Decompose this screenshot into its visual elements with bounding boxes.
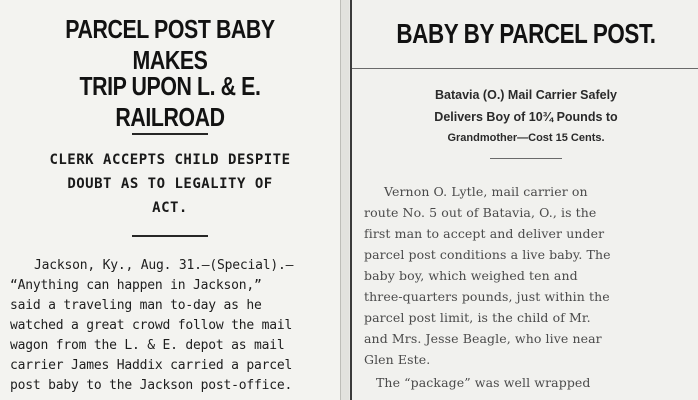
left-body-line: wagon from the L. & E. depot as mail	[10, 338, 285, 353]
left-deck-line3: ACT.	[152, 200, 188, 216]
left-divider-rule	[132, 133, 208, 135]
left-body-line: watched a great crowd follow the mail	[10, 318, 293, 333]
right-deck-line2: Delivers Boy of 10¾ Pounds to	[434, 110, 618, 124]
right-article	[350, 0, 698, 400]
left-divider-rule	[132, 235, 208, 237]
column-gutter	[341, 0, 349, 400]
right-body-line: The “package” was well wrapped	[376, 375, 591, 390]
right-body-line: parcel post limit, is the child of Mr.	[364, 310, 591, 325]
right-body-line: parcel post conditions a live baby. The	[364, 247, 611, 262]
left-body-line: “Anything can happen in Jackson,”	[10, 278, 262, 293]
right-deck-line3: Grandmother—Cost 15 Cents.	[447, 132, 605, 144]
right-body-line: route No. 5 out of Batavia, O., is the	[364, 205, 597, 220]
right-deck-line1: Batavia (O.) Mail Carrier Safely	[434, 88, 618, 102]
left-headline-line2: TRIP UPON L. & E. RAILROAD	[79, 71, 261, 132]
left-article	[0, 0, 341, 400]
right-body-line: Glen Este.	[364, 352, 431, 367]
right-headline: BABY BY PARCEL POST.	[396, 18, 656, 49]
right-divider-rule	[490, 158, 562, 159]
left-deck-line2: DOUBT AS TO LEGALITY OF	[67, 176, 273, 192]
left-headline-line1: PARCEL POST BABY MAKES	[65, 14, 275, 75]
right-divider-rule	[352, 68, 698, 69]
left-deck-line1: CLERK ACCEPTS CHILD DESPITE	[49, 152, 291, 168]
left-body-line: said a traveling man to-day as he	[10, 298, 262, 313]
left-body-line: carrier James Haddix carried a parcel	[10, 358, 293, 373]
left-body-line: post baby to the Jackson post-office.	[10, 378, 293, 393]
right-body-line: three-quarters pounds, just within the	[364, 289, 610, 304]
right-body-line: and Mrs. Jesse Beagle, who live near	[364, 331, 602, 346]
right-body-line: first man to accept and deliver under	[364, 226, 605, 241]
right-body-line: Vernon O. Lytle, mail carrier on	[384, 184, 588, 199]
right-body-line: baby boy, which weighed ten and	[364, 268, 578, 283]
left-body-line: Jackson, Ky., Aug. 31.—(Special).—	[34, 258, 294, 273]
